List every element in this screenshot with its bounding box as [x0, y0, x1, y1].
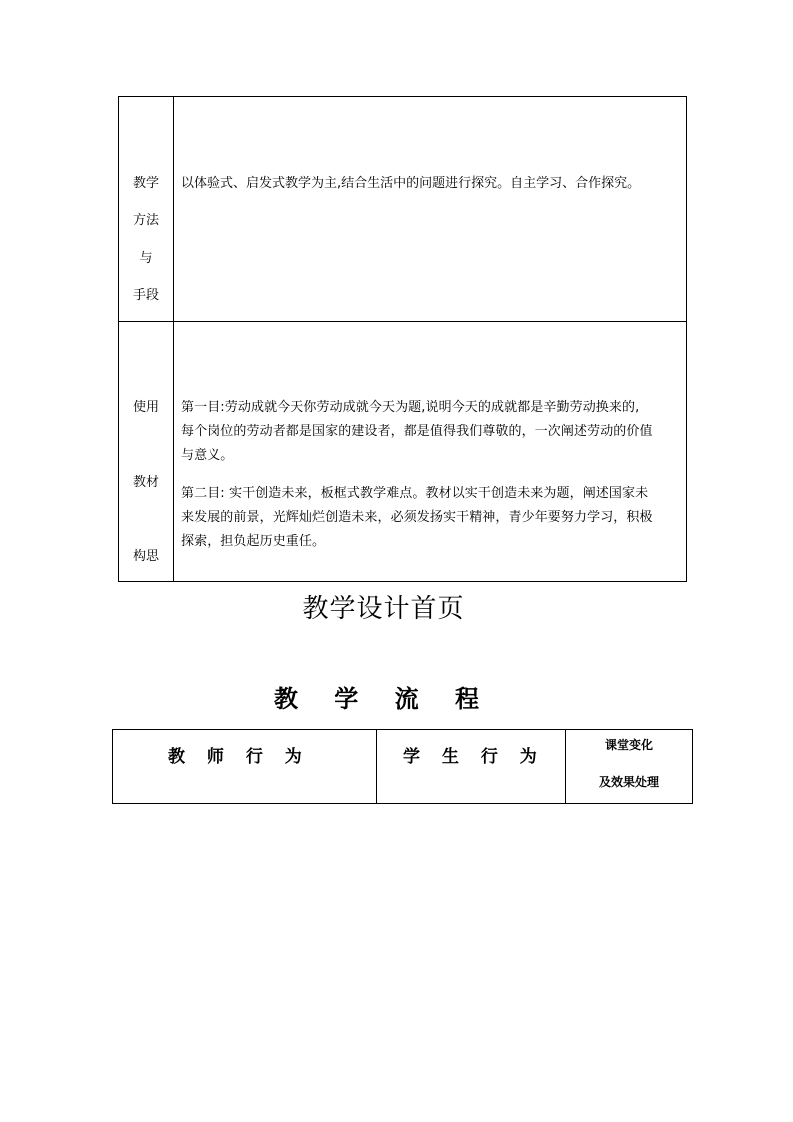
table-divider-vertical: [173, 97, 174, 581]
material-paragraph-2: [181, 482, 685, 554]
material-paragraph-2-line: 来发展的前景，光辉灿烂创造未来，必须发扬实干精神，青少年要努力学习，积极: [181, 510, 653, 525]
classroom-change-header-line2: 及效果处理: [598, 775, 659, 789]
table-divider-horizontal: [119, 321, 686, 322]
flow-table-divider-1: [376, 730, 377, 803]
flow-title: 教 学 流 程: [273, 684, 494, 713]
material-paragraph-1: [181, 396, 685, 468]
classroom-change-header-line1: 课堂变化: [604, 738, 653, 752]
material-paragraph-1-line: 与意义。: [181, 448, 234, 463]
row-label-material-line1: 使用: [132, 400, 159, 415]
row-label-material-line2: 教材: [132, 475, 159, 490]
row-label-method-line2: 方法: [132, 213, 159, 228]
page-title: 教学设计首页: [302, 594, 465, 624]
teaching-method-text: 以体验式、启发式教学为主,结合生活中的问题进行探究。自主学习、合作探究。: [181, 176, 641, 191]
row-label-method-line3: 与: [139, 251, 153, 266]
material-paragraph-1-line: 每个岗位的劳动者都是国家的建设者，都是值得我们尊敬的，一次阐述劳动的价值: [181, 424, 653, 439]
flow-table: [112, 729, 693, 804]
teacher-behavior-header: 教 师 行 为: [168, 747, 310, 767]
material-paragraph-1-line: 第一目:劳动成就今天你劳动成就今天为题,说明今天的成就都是辛勤劳动换来的,: [181, 400, 640, 415]
student-behavior-header: 学 生 行 为: [403, 747, 545, 767]
row-label-method-line4: 手段: [132, 288, 159, 303]
row-label-method-line1: 教学: [132, 176, 159, 191]
material-paragraph-2-line: 第二目: 实干创造未来，板框式教学难点。教材以实干创造未来为题，阐述国家未: [181, 486, 649, 501]
row-label-material-line3: 构思: [132, 549, 159, 564]
lesson-info-table: [118, 96, 687, 582]
material-paragraph-2-line: 探索，担负起历史重任。: [181, 534, 326, 549]
